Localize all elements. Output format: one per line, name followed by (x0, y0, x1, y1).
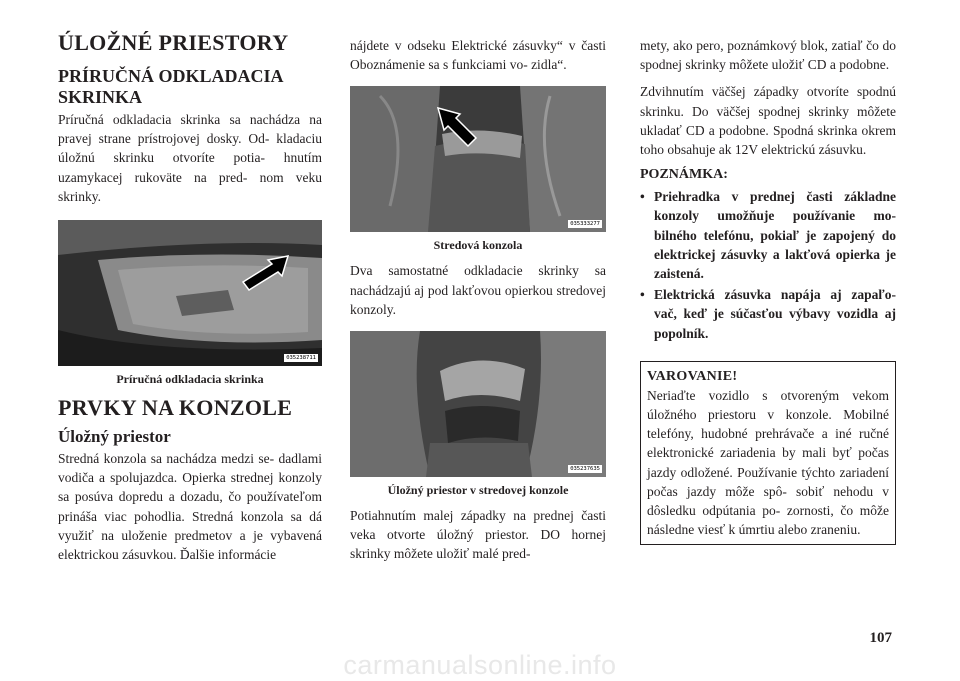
chapter-title: ÚLOŽNÉ PRIESTORY (58, 30, 289, 55)
column-left (58, 30, 322, 564)
warning-title: VAROVANIE! (647, 368, 738, 384)
watermark: carmanualsonline.info (343, 650, 617, 680)
figure-code: 035333277 (570, 221, 600, 228)
figure-caption-glovebox: Príručná odkladacia skrinka (116, 372, 264, 387)
glovebox-illustration (58, 220, 322, 366)
figure-console-storage (350, 331, 606, 477)
note-item: • Elektrická zásuvka napája aj zapaľo- vač, keď je súčasťou výbavy vozidla aj popolník. (640, 285, 896, 343)
console-paragraph-cont: nájdete v odseku Elektrické zásuvky“ v časti Oboznámenie sa s funkciami vo- zidla“. (350, 38, 606, 73)
subsection-title-storage: Úložný priestor (58, 427, 171, 447)
note-list (640, 187, 896, 343)
latch-paragraph: Potiahnutím malej západky na prednej časti veka otvorte úložný priestor. DO hornej skrinky môžete uložiť malé pred- (350, 508, 606, 562)
section-title-console: PRVKY NA KONZOLE (58, 395, 293, 421)
console-paragraph: Stredná konzola sa nachádza medzi se- dadlami vodiča a spolujazdca. Opierka strednej konzoly sa posúva dopredu a dozadu, čo používateľom prináša viac pohodlia. Stredná konzola sa dá využiť na uloženie predmetov a je vybavená elektrickou zásuvkou. Ďalšie informácie (58, 451, 322, 563)
figure-caption-center-console: Stredová konzola (433, 238, 523, 253)
column-right (640, 36, 896, 545)
figure-center-console (350, 86, 606, 232)
center-console-illustration (350, 86, 606, 232)
section-heading-glovebox: PRÍRUČNÁ ODKLADACIA SKRINKA (58, 66, 283, 107)
figure-caption-console-storage: Úložný priestor v stredovej konzole (387, 483, 569, 498)
lower-bin-paragraph: Zdvihnutím väčšej západky otvoríte spodnú skrinku. Do väčšej spodnej skrinky môžete ukladať CD a podobne. Spodná skrinka okrem toho obsahuje ak 12V elektrickú zásuvku. (640, 84, 896, 158)
figure-glovebox (58, 220, 322, 366)
glovebox-paragraph: Príručná odkladacia skrinka sa nachádza na pravej strane prístrojovej dosky. Od- kladaciu úložnú skrinku otvoríte potia- hnutím uzamykacej rukoväte na pred- nom veku skrinky. (58, 112, 322, 204)
note-item: • Priehradka v prednej časti základne konzoly umožňuje používanie mo- bilného telefónu, pokiaľ je zapojený do elektrickej zásuvky a lakťová opierka je zaistená. (640, 187, 896, 283)
armrest-paragraph: Dva samostatné odkladacie skrinky sa nachádzajú aj pod lakťovou opierkou stredovej konzoly. (350, 263, 606, 317)
warning-text: Neriaďte vozidlo s otvoreným vekom úložného priestoru v konzole. Mobilné telefóny, hudobné prehrávače a iné ručné elektronické zariadenia by mali byť počas jazdy odložené. Používanie týchto zariadení počas jazdy môže spô- sobiť nehodu v dôsledku odpútania po- zornosti, čo môže následne viesť k úmrtiu alebo zraneniu. (647, 387, 889, 538)
figure-code: 035237635 (570, 466, 600, 473)
warning-box (640, 361, 896, 546)
column-middle (350, 36, 606, 564)
note-heading: POZNÁMKA: (640, 167, 728, 183)
console-storage-illustration (350, 331, 606, 477)
figure-code: 035238711 (286, 355, 316, 362)
page-number: 107 (869, 630, 892, 646)
storage-paragraph-cont: mety, ako pero, poznámkový blok, zatiaľ čo do spodnej skrinky môžete uložiť CD a podobne. (640, 38, 896, 73)
